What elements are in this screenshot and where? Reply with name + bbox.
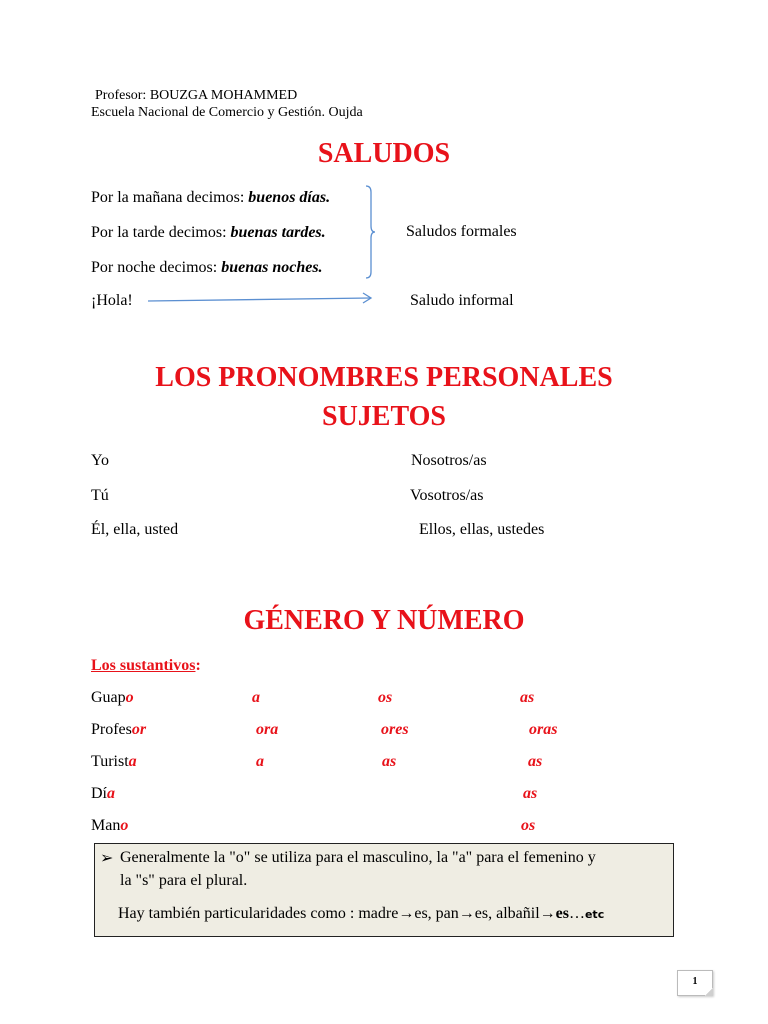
saludo-row: [91, 224, 326, 242]
fem-plural: as: [523, 785, 538, 802]
pronoun-plural: Vosotros/as: [410, 487, 484, 504]
pronombres-title-line1: LOS PRONOMBRES PERSONALES: [155, 362, 613, 393]
fem-plural: oras: [529, 721, 558, 738]
note-line3-etc: etc: [584, 908, 605, 921]
noun-ending: o: [125, 689, 134, 706]
pronoun-singular: Él, ella, usted: [91, 521, 179, 538]
note-line3: [118, 905, 604, 923]
sustantivos-colon: :: [195, 657, 201, 674]
saludo-text: Por la mañana decimos:: [91, 189, 249, 206]
page-number: 1: [677, 970, 713, 996]
fem-singular: a: [256, 753, 264, 770]
saludos-title: SALUDOS: [317, 138, 451, 169]
noun-word: [91, 689, 134, 707]
noun-stem: Dí: [91, 785, 107, 802]
noun-ending: o: [120, 817, 129, 834]
noun-word: [91, 817, 128, 835]
noun-word: [91, 785, 115, 803]
masc-plural: os: [521, 817, 536, 834]
note-line3-text: Hay también particularidades como : madre→es, pan→es, albañil→: [118, 905, 556, 922]
hola-text: ¡Hola!: [91, 292, 133, 309]
note-line3-es: es: [555, 905, 569, 922]
masc-plural: os: [378, 689, 393, 706]
arrow-icon: [146, 290, 376, 306]
noun-word: [91, 721, 146, 739]
saludo-row: [91, 189, 330, 207]
formal-label: Saludos formales: [406, 223, 517, 240]
fem-singular: ora: [256, 721, 279, 738]
noun-stem: Guap: [91, 689, 126, 706]
saludo-emph: buenos días.: [248, 189, 331, 206]
note-line1: Generalmente la "o" se utiliza para el masculino, la "a" para el femenino y: [120, 849, 596, 866]
pronombres-title-line2: SUJETOS: [322, 401, 446, 432]
noun-stem: Turist: [91, 753, 129, 770]
saludo-text: Por la tarde decimos:: [91, 224, 231, 241]
noun-ending: or: [131, 721, 147, 738]
pronoun-singular: Tú: [91, 487, 109, 504]
sustantivos-label: Los sustantivos: [91, 657, 196, 674]
saludo-emph: buenas noches.: [221, 259, 323, 276]
noun-stem: Profes: [91, 721, 132, 738]
noun-word: [91, 753, 137, 771]
fem-plural: as: [528, 753, 543, 770]
saludo-row: [91, 259, 323, 277]
genero-title: GÉNERO Y NÚMERO: [243, 605, 525, 636]
noun-ending: a: [107, 785, 115, 802]
note-line3-ellipsis: …: [568, 905, 585, 922]
pronoun-plural: Ellos, ellas, ustedes: [419, 521, 545, 538]
note-line2: la "s" para el plural.: [120, 872, 248, 889]
formal-bracket: [360, 184, 380, 280]
fem-singular: a: [252, 689, 260, 706]
informal-label: Saludo informal: [410, 292, 514, 309]
sustantivos-subtitle: [91, 657, 201, 675]
saludo-text: Por noche decimos:: [91, 259, 222, 276]
arrow-bullet-icon: ➢: [100, 850, 114, 867]
masc-plural: ores: [381, 721, 409, 738]
teacher-name: Profesor: BOUZGA MOHAMMED: [95, 88, 298, 103]
pronoun-plural: Nosotros/as: [411, 452, 487, 469]
noun-ending: a: [128, 753, 137, 770]
note-box: [94, 843, 674, 937]
noun-stem: Man: [91, 817, 121, 834]
saludo-emph: buenas tardes.: [230, 224, 326, 241]
pronoun-singular: Yo: [91, 452, 109, 469]
fem-plural: as: [520, 689, 535, 706]
masc-plural: as: [382, 753, 397, 770]
school-name: Escuela Nacional de Comercio y Gestión. Oujda: [91, 105, 363, 120]
